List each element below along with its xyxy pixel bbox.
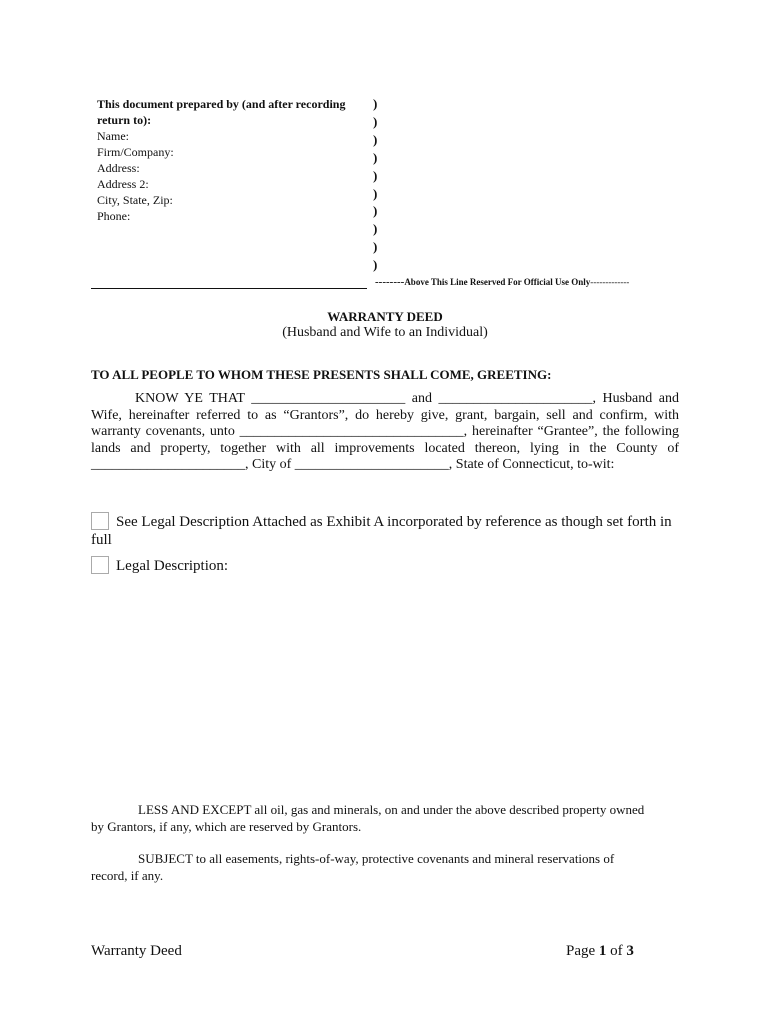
field-phone-label: Phone: — [97, 209, 131, 223]
exhibit-a-label-cont: full — [91, 532, 112, 548]
page-word: Page — [566, 943, 596, 959]
footer-title: Warranty Deed — [91, 943, 182, 959]
field-firm-label: Firm/Company: — [97, 145, 174, 159]
reserved-dashes: -------- — [375, 276, 405, 288]
paragraph-line: record, if any. — [91, 867, 164, 883]
paragraph-line: ______________________, City of ______________________, State of Connecticut, to-wit: — [91, 457, 615, 472]
legal-description-label: Legal Description: — [116, 558, 229, 574]
paragraph-line: Wife, hereinafter referred to as “Grantors”, do hereby give, grant, bargain, sell and confirm, with — [91, 407, 679, 423]
exhibit-a-checkbox[interactable] — [91, 512, 109, 530]
recording-divider — [91, 288, 367, 289]
greeting: TO ALL PEOPLE TO WHOM THESE PRESENTS SHALL COME, GREETING: — [91, 367, 552, 382]
paren: ) — [373, 239, 378, 255]
return-to-label: return to): — [97, 113, 152, 127]
legal-description-checkbox[interactable] — [91, 556, 109, 574]
field-city-state-zip-label: City, State, Zip: — [97, 193, 173, 207]
document-title: WARRANTY DEED — [327, 309, 443, 324]
paren: ) — [373, 167, 378, 183]
paren-column — [373, 95, 385, 274]
of-word: of — [610, 943, 623, 959]
paren: ) — [373, 185, 378, 201]
subject-to-paragraph — [91, 851, 679, 884]
document-subtitle: (Husband and Wife to an Individual) — [282, 325, 488, 340]
field-address-label: Address: — [97, 161, 140, 175]
reserved-text: Above This Line Reserved For Official Use Only — [404, 277, 591, 287]
field-name-label: Name: — [97, 129, 129, 143]
field-address2-label: Address 2: — [97, 177, 149, 191]
paren: ) — [373, 113, 378, 129]
page-total: 3 — [626, 943, 634, 959]
paragraph-line: lands and property, together with all improvements located thereon, lying in the County of — [91, 440, 679, 456]
paren: ) — [373, 203, 378, 219]
page-indicator — [566, 943, 634, 960]
paragraph-line: KNOW YE THAT ______________________ and ______________________, Husband and — [135, 391, 679, 406]
paragraph-line: SUBJECT to all easements, rights-of-way, protective covenants and mineral reservations of — [138, 851, 615, 866]
prepared-by-block — [97, 96, 367, 224]
paragraph-line: LESS AND EXCEPT all oil, gas and minerals, on and under the above described property owned — [138, 802, 645, 817]
paren: ) — [373, 131, 378, 147]
paren: ) — [373, 149, 378, 165]
conveyance-paragraph — [91, 391, 679, 474]
paren: ) — [373, 221, 378, 237]
paragraph-line: warranty covenants, unto ________________________________, hereinafter “Grantee”, the following — [91, 424, 679, 439]
reserved-tail: ------------- — [590, 277, 630, 287]
paren: ) — [373, 96, 378, 111]
exhibit-a-label: See Legal Description Attached as Exhibit A incorporated by reference as though set forth in — [116, 514, 672, 530]
prepared-by-label: This document prepared by (and after recording — [97, 97, 346, 111]
paren: ) — [373, 257, 378, 273]
less-except-paragraph — [91, 802, 679, 835]
official-use-line — [375, 276, 629, 288]
page-number: 1 — [598, 943, 607, 959]
paragraph-line: by Grantors, if any, which are reserved by Grantors. — [91, 818, 362, 834]
